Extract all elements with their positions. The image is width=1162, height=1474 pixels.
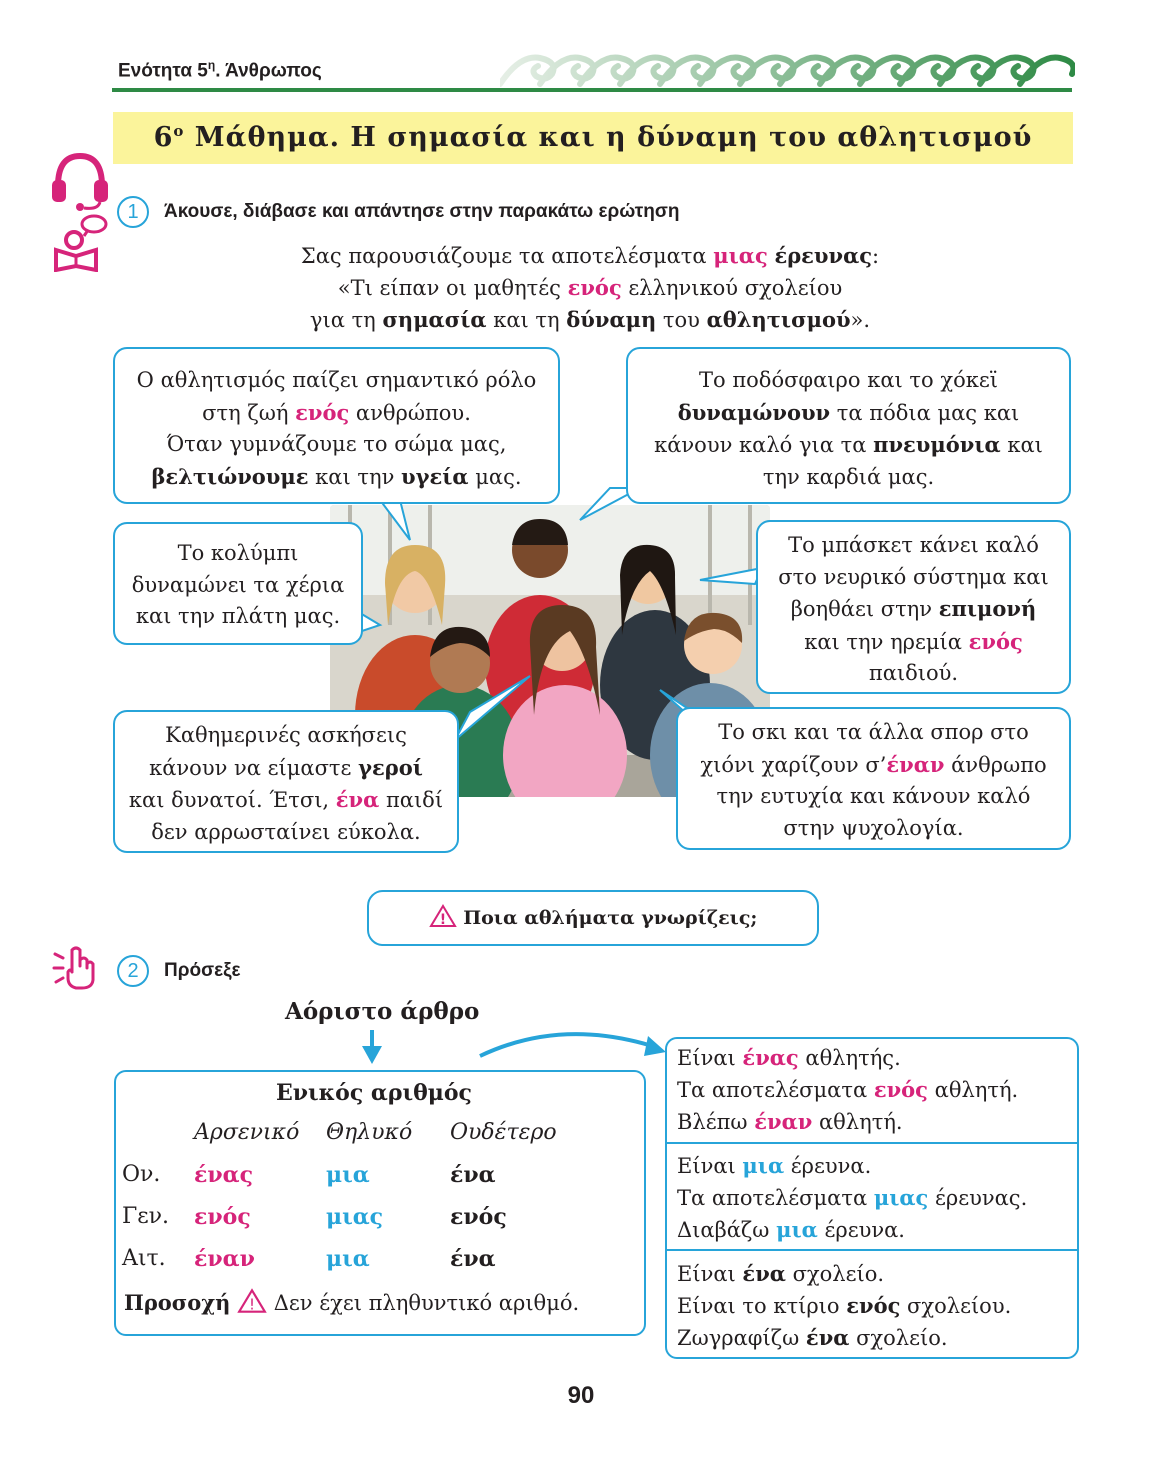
example-line: Βλέπω έναν αθλητή. xyxy=(677,1109,903,1134)
question-text: Ποια αθλήματα γνωρίζεις; xyxy=(463,907,758,929)
article-declension-table xyxy=(114,1070,646,1336)
table-cell: ενός xyxy=(194,1204,251,1230)
table-title: Ενικός αριθμός xyxy=(276,1080,472,1106)
case-label: Ον. xyxy=(122,1162,161,1187)
table-cell: έναν xyxy=(194,1246,255,1272)
survey-intro: Σας παρουσιάζουμε τα αποτελέσματα μιας έρευνας: «Τι είπαν οι μαθητές ενός ελληνικού σχολείου για τη σημασία και τη δύναμη του αθλητισμού». xyxy=(300,243,880,332)
example-line: Τα αποτελέσματα ενός αθλητή. xyxy=(677,1077,1019,1102)
arrow-icons xyxy=(0,1000,700,1070)
example-line: Είναι μια έρευνα. xyxy=(677,1153,872,1178)
table-cell: μια xyxy=(326,1246,370,1272)
warning-triangle-icon xyxy=(237,1288,267,1314)
page-number: 90 xyxy=(567,1382,595,1409)
example-line: Τα αποτελέσματα μιας έρευνας. xyxy=(677,1185,1028,1210)
speech-bubble-exercise: Καθημερινές ασκήσεις κάνουν να είμαστε γεροί και δυνατοί. Έτσι, ένα παιδί δεν αρρωσταίνει εύκολα. xyxy=(113,710,459,853)
lesson-title: $6^o$ Μάθημα. Η σημασία και η δύναμη του αθλητισμού xyxy=(153,122,1033,153)
pointing-hand-icon xyxy=(52,942,98,990)
table-cell: ενός xyxy=(450,1204,507,1230)
divider xyxy=(667,1142,1077,1144)
plural-note: Προσοχή ! Δεν έχει πληθυντικό αριθμό. xyxy=(124,1290,580,1315)
table-cell: ένας xyxy=(194,1162,253,1188)
speech-bubble-football: Το ποδόσφαιρο και το χόκεϊ δυναμώνουν τα πόδια μας και κάνουν καλό για τα πνευμόνια και την καρδιά μας. xyxy=(626,347,1071,504)
example-line: Είναι ένα σχολείο. xyxy=(677,1261,885,1286)
table-cell: μια xyxy=(326,1162,370,1188)
speech-bubble-health: Ο αθλητισμός παίζει σημαντικό ρόλο στη ζωή ενός ανθρώπου. Όταν γυμνάζουμε το σώμα μας, βελτιώνουμε και την υγεία μας. xyxy=(113,347,560,504)
unit-title: Ενότητα $5^\eta$. Άνθρωπος xyxy=(118,58,322,82)
column-neuter: Ουδέτερο xyxy=(450,1120,557,1145)
exercise-1-number: 1 xyxy=(117,196,149,228)
table-cell: ένα xyxy=(450,1162,496,1188)
exercise-1-instruction: Άκουσε, διάβασε και απάντησε στην παρακάτω ερώτηση xyxy=(164,201,680,222)
svg-text:!: ! xyxy=(439,912,446,928)
question-box xyxy=(367,890,819,946)
column-feminine: Θηλυκό xyxy=(326,1120,413,1145)
case-label: Γεν. xyxy=(122,1204,170,1229)
example-line: Είναι το κτίριο ενός σχολείου. xyxy=(677,1293,1012,1318)
svg-text:!: ! xyxy=(249,1295,256,1314)
exercise-2-number: 2 xyxy=(117,955,149,987)
divider xyxy=(667,1249,1077,1251)
column-masculine: Αρσενικό xyxy=(194,1120,300,1145)
speech-bubble-ski: Το σκι και τα άλλα σπορ στο χιόνι χαρίζουν σ’έναν άνθρωπο την ευτυχία και κάνουν καλό στην ψυχολογία. xyxy=(676,707,1071,850)
table-cell: μιας xyxy=(326,1204,384,1230)
case-label: Αιτ. xyxy=(122,1246,166,1271)
example-line: Ζωγραφίζω ένα σχολείο. xyxy=(677,1325,948,1350)
example-line: Διαβάζω μια έρευνα. xyxy=(677,1217,905,1242)
warning-triangle-icon xyxy=(429,904,457,928)
examples-box xyxy=(665,1037,1079,1359)
example-line: Είναι ένας αθλητής. xyxy=(677,1045,901,1070)
exercise-2-instruction: Πρόσεξε xyxy=(164,960,241,981)
table-cell: ένα xyxy=(450,1246,496,1272)
indefinite-article-title: Αόριστο άρθρο xyxy=(285,998,480,1025)
speech-bubble-basketball: Το μπάσκετ κάνει καλό στο νευρικό σύστημα και βοηθάει στην επιμονή και την ηρεμία ενός παιδιού. xyxy=(756,520,1071,694)
speech-bubble-swimming: Το κολύμπι δυναμώνει τα χέρια και την πλάτη μας. xyxy=(113,522,363,645)
